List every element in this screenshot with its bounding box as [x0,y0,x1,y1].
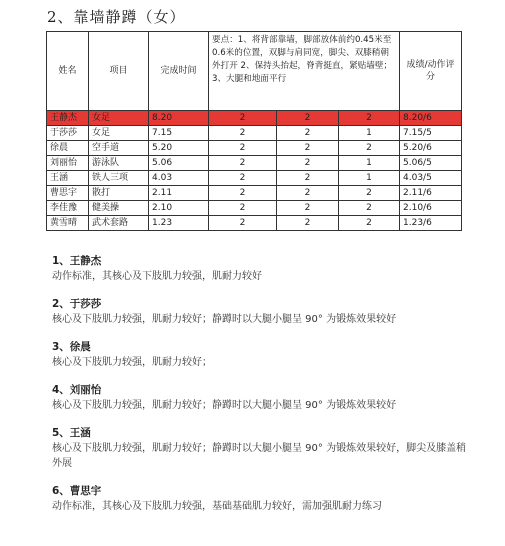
cell-point-3: 1 [339,156,400,171]
table-row [47,216,462,231]
header-item: 项目 [89,32,149,111]
cell-name: 王涵 [47,171,89,186]
comment-text: 动作标准，其核心及下肢肌力较强，基础基础肌力较好，需加强肌耐力练习 [52,501,382,512]
comments-section [52,254,472,527]
comment-item [52,383,472,413]
cell-point-3: 2 [339,141,400,156]
cell-time: 4.03 [149,171,209,186]
table-row [47,201,462,216]
cell-name: 李佳豫 [47,201,89,216]
cell-score: 2.11/6 [400,186,462,201]
cell-score: 2.10/6 [400,201,462,216]
cell-time: 5.20 [149,141,209,156]
comment-item [52,254,472,284]
cell-time: 8.20 [149,111,209,126]
cell-point-1: 2 [209,171,277,186]
cell-item: 女足 [89,126,149,141]
cell-point-1: 2 [209,186,277,201]
cell-point-1: 2 [209,216,277,231]
cell-time: 7.15 [149,126,209,141]
cell-point-1: 2 [209,141,277,156]
comment-text: 核心及下肢肌力较强，肌耐力较好；静蹲时以大腿小腿呈 90° 为锻炼效果较好，脚尖及膝盖稍外展 [52,443,467,469]
cell-point-2: 2 [277,111,339,126]
cell-item: 铁人三项 [89,171,149,186]
cell-point-2: 2 [277,156,339,171]
cell-point-3: 1 [339,171,400,186]
score-table [46,31,462,231]
cell-point-2: 2 [277,201,339,216]
comment-title: 4、刘丽怡 [52,384,102,396]
comment-item [52,340,472,370]
cell-point-3: 1 [339,126,400,141]
comment-item [52,426,472,471]
header-name: 姓名 [47,32,89,111]
cell-point-1: 2 [209,201,277,216]
cell-name: 黄雪晴 [47,216,89,231]
cell-name: 徐晨 [47,141,89,156]
table-row [47,141,462,156]
cell-point-2: 2 [277,186,339,201]
table-row [47,126,462,141]
cell-item: 空手道 [89,141,149,156]
cell-point-3: 2 [339,186,400,201]
cell-item: 武术套路 [89,216,149,231]
table-row [47,156,462,171]
comment-title: 2、于莎莎 [52,298,102,310]
comment-text: 核心及下肢肌力较强，肌耐力较好；静蹲时以大腿小腿呈 90° 为锻炼效果较好 [52,400,397,411]
cell-point-1: 2 [209,126,277,141]
cell-point-3: 2 [339,216,400,231]
cell-time: 5.06 [149,156,209,171]
header-requirements: 要点：1、将背部靠墙，脚部放体前约0.45米至0.6米的位置，双脚与肩同宽，脚尖、双膝稍朝外打开 2、保持头抬起，脊背挺直，紧贴墙壁；3、大腿和地面平行 [209,32,400,111]
cell-score: 5.06/5 [400,156,462,171]
cell-point-1: 2 [209,111,277,126]
header-rating: 成绩/动作评分 [400,32,462,111]
cell-point-1: 2 [209,156,277,171]
header-time: 完成时间 [149,32,209,111]
cell-point-2: 2 [277,141,339,156]
comment-item [52,484,472,514]
cell-name: 王静杰 [47,111,89,126]
cell-score: 4.03/5 [400,171,462,186]
cell-point-3: 2 [339,201,400,216]
comment-title: 3、徐晨 [52,341,91,353]
cell-score: 1.23/6 [400,216,462,231]
comment-text: 核心及下肢肌力较强，肌耐力较好；静蹲时以大腿小腿呈 90° 为锻炼效果较好 [52,314,397,325]
table-row [47,111,462,126]
cell-point-2: 2 [277,216,339,231]
cell-point-3: 2 [339,111,400,126]
cell-name: 于莎莎 [47,126,89,141]
cell-score: 8.20/6 [400,111,462,126]
cell-time: 1.23 [149,216,209,231]
cell-score: 5.20/6 [400,141,462,156]
section-title: 2、靠墙静蹲（女） [47,8,186,26]
table-header-row [47,32,462,111]
cell-time: 2.11 [149,186,209,201]
table-row [47,186,462,201]
table-row [47,171,462,186]
cell-score: 7.15/5 [400,126,462,141]
cell-name: 刘丽怡 [47,156,89,171]
comment-title: 6、曹思宇 [52,485,102,497]
cell-name: 曹思宇 [47,186,89,201]
cell-point-2: 2 [277,171,339,186]
cell-item: 健美操 [89,201,149,216]
comment-text: 核心及下肢肌力较强，肌耐力较好； [52,357,212,368]
cell-point-2: 2 [277,126,339,141]
cell-item: 游泳队 [89,156,149,171]
cell-time: 2.10 [149,201,209,216]
comment-title: 1、王静杰 [52,255,102,267]
comment-title: 5、王涵 [52,427,91,439]
cell-item: 散打 [89,186,149,201]
comment-text: 动作标准，其核心及下肢肌力较强，肌耐力较好 [52,271,262,282]
comment-item [52,297,472,327]
cell-item: 女足 [89,111,149,126]
